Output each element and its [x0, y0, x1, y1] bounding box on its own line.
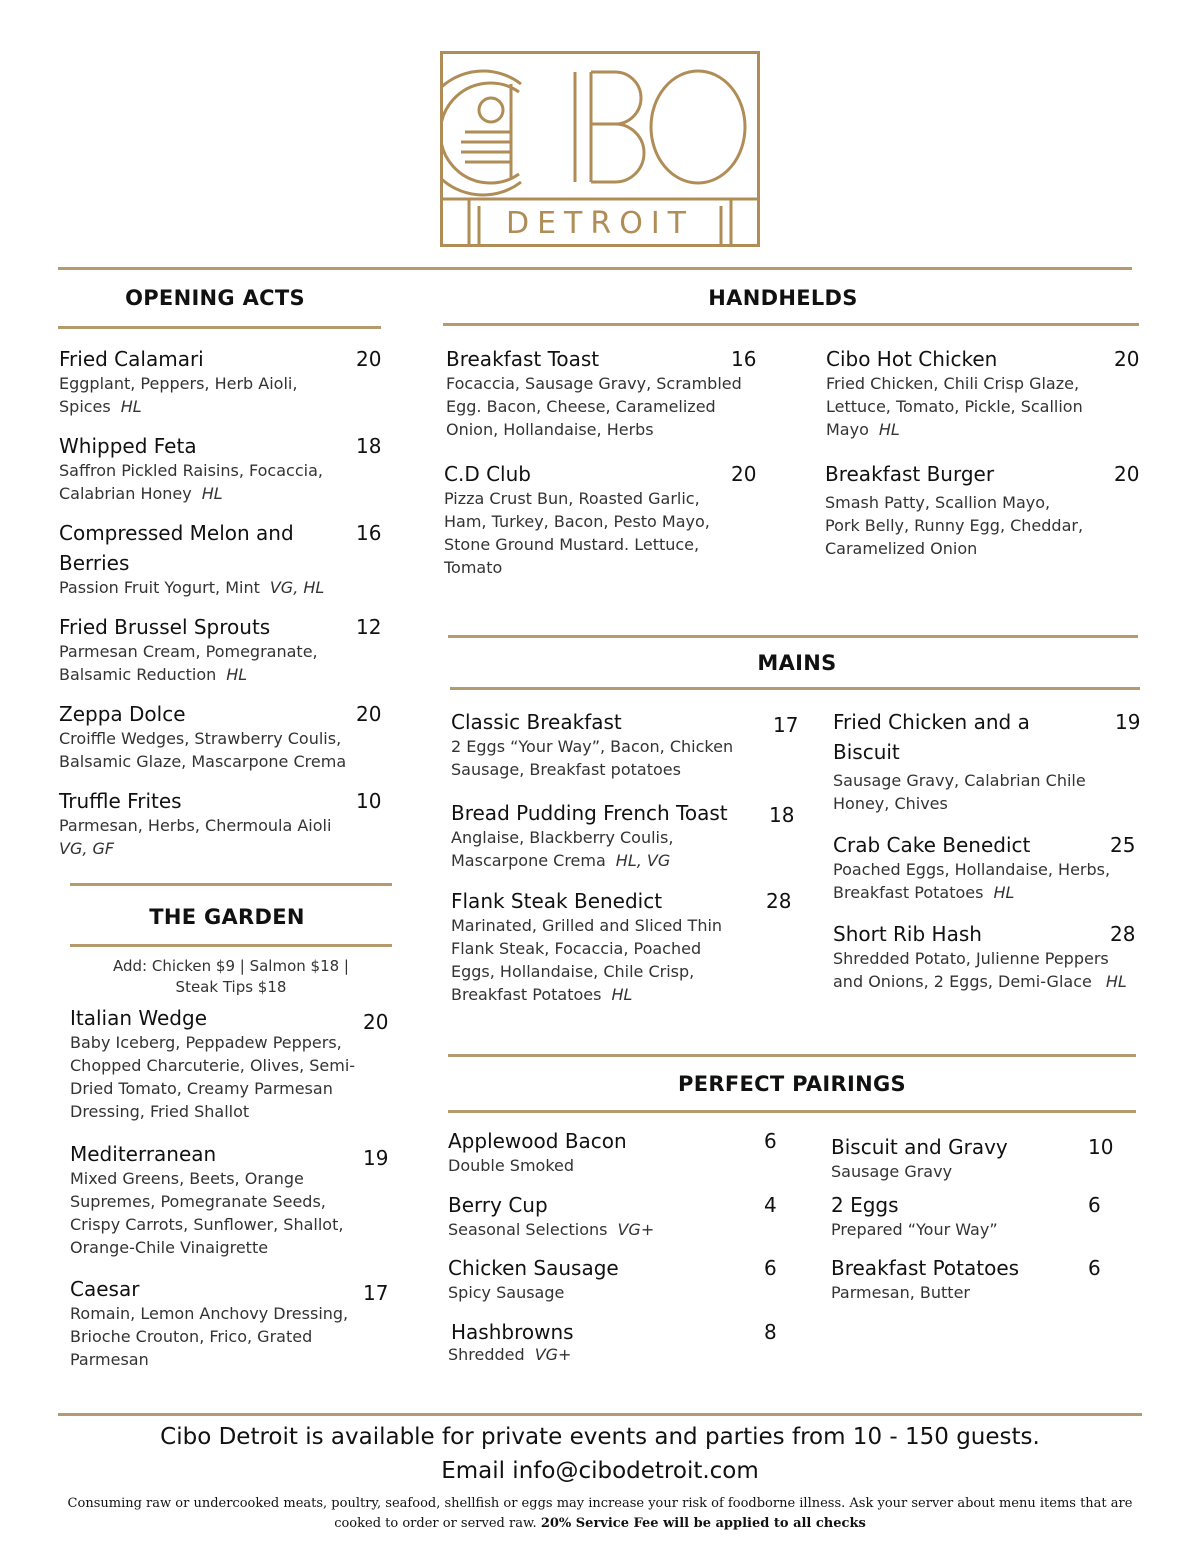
item-desc: Sausage Gravy	[831, 1162, 953, 1181]
menu-item	[831, 1253, 1131, 1309]
section-title-pairings: PERFECT PAIRINGS	[678, 1072, 906, 1096]
menu-item	[448, 1126, 788, 1182]
item-price: 17	[773, 713, 799, 737]
addons-line: Add: Chicken $9 | Salmon $18 |	[113, 957, 349, 975]
cibo-logo	[440, 51, 760, 247]
item-desc-cont: Spices	[59, 397, 111, 416]
item-name: Applewood Bacon	[448, 1129, 627, 1153]
item-name: Bread Pudding French Toast	[451, 801, 728, 825]
item-name: Caesar	[70, 1277, 140, 1301]
item-name: Breakfast Burger	[825, 462, 995, 486]
item-desc: Orange-Chile Vinaigrette	[70, 1238, 269, 1257]
item-desc: Onion, Hollandaise, Herbs	[446, 420, 654, 439]
item-name: Chicken Sausage	[448, 1256, 619, 1280]
item-desc: Poached Eggs, Hollandaise, Herbs,	[833, 860, 1111, 879]
opening-acts-divider	[58, 326, 381, 329]
item-desc: Stone Ground Mustard. Lettuce,	[444, 535, 700, 554]
item-desc-text: Breakfast Potatoes	[451, 985, 602, 1004]
item-desc: Parmesan	[70, 1350, 149, 1369]
item-desc: Brioche Crouton, Frico, Grated	[70, 1327, 313, 1346]
item-name: Biscuit and Gravy	[831, 1135, 1008, 1159]
dietary-tag: VG, GF	[59, 839, 115, 858]
item-name-cont: Berries	[59, 551, 130, 575]
item-desc-text: Mascarpone Crema	[451, 851, 606, 870]
menu-item	[59, 612, 383, 692]
item-name: Zeppa Dolce	[59, 702, 186, 726]
item-price: 6	[764, 1256, 777, 1280]
menu-item	[448, 1190, 788, 1246]
item-desc: Focaccia, Sausage Gravy, Scrambled	[446, 374, 742, 393]
item-price: 20	[356, 702, 382, 726]
section-title-opening-acts: OPENING ACTS	[125, 286, 305, 310]
service-fee-note: 20% Service Fee will be applied to all checks	[540, 1516, 866, 1531]
item-desc-text: Breakfast Potatoes	[833, 883, 984, 902]
item-name: Fried Chicken and a	[833, 710, 1030, 734]
item-price: 28	[1110, 922, 1136, 946]
item-desc	[451, 849, 670, 872]
private-events-note: Cibo Detroit is available for private events and parties from 10 - 150 guests.	[160, 1424, 1040, 1450]
item-price: 20	[1114, 462, 1140, 486]
item-name: Whipped Feta	[59, 434, 197, 458]
item-desc: Prepared “Your Way”	[831, 1220, 998, 1239]
item-desc: Anglaise, Blackberry Coulis,	[451, 828, 674, 847]
item-desc-text: Passion Fruit Yogurt, Mint	[59, 578, 260, 597]
item-price: 12	[356, 615, 382, 639]
dietary-tag: HL	[993, 883, 1015, 902]
item-price: 16	[731, 347, 757, 371]
dietary-tag: HL	[878, 420, 900, 439]
dietary-tag: VG, HL	[269, 578, 325, 597]
item-price: 6	[1088, 1193, 1101, 1217]
menu-item	[70, 1003, 392, 1127]
menu-item	[451, 707, 799, 787]
item-desc: Sausage, Breakfast potatoes	[451, 760, 681, 779]
item-desc: Egg. Bacon, Cheese, Caramelized	[446, 397, 716, 416]
item-name: Breakfast Potatoes	[831, 1256, 1020, 1280]
item-desc-cont: Balsamic Reduction	[59, 665, 217, 684]
item-desc: Dried Tomato, Creamy Parmesan	[70, 1079, 333, 1098]
menu-item	[448, 1253, 788, 1309]
item-price: 17	[363, 1281, 389, 1305]
item-price: 6	[1088, 1256, 1101, 1280]
item-desc	[826, 418, 900, 441]
item-desc: Ham, Turkey, Bacon, Pesto Mayo,	[444, 512, 710, 531]
item-name: Classic Breakfast	[451, 710, 622, 734]
menu-item	[831, 1132, 1131, 1188]
item-desc: Fried Chicken, Chili Crisp Glaze,	[826, 374, 1080, 393]
menu-item	[59, 344, 383, 424]
menu-item	[833, 707, 1153, 817]
header-divider	[58, 267, 1132, 270]
logo-subtitle: DETROIT	[505, 206, 694, 241]
menu-item	[59, 518, 383, 602]
item-desc: Eggplant, Peppers, Herb Aioli,	[59, 374, 298, 393]
item-name: Breakfast Toast	[446, 347, 600, 371]
item-desc: Pork Belly, Runny Egg, Cheddar,	[825, 516, 1084, 535]
pairings-divider-bottom	[448, 1110, 1136, 1113]
item-desc-text: Shredded	[448, 1345, 525, 1364]
menu-item	[833, 919, 1163, 999]
item-desc-text: Mayo	[826, 420, 869, 439]
item-desc	[59, 395, 142, 418]
item-desc: Spicy Sausage	[448, 1283, 565, 1302]
item-desc: Chopped Charcuterie, Olives, Semi-	[70, 1056, 356, 1075]
item-name: Hashbrowns	[451, 1320, 574, 1344]
item-desc: Caramelized Onion	[825, 539, 978, 558]
item-name: Mediterranean	[70, 1142, 217, 1166]
item-price: 6	[764, 1129, 777, 1153]
item-price: 4	[764, 1193, 777, 1217]
dietary-tag: VG+	[617, 1220, 655, 1239]
menu-item	[59, 431, 383, 511]
item-price: 19	[363, 1146, 389, 1170]
item-name: Flank Steak Benedict	[451, 889, 663, 913]
dietary-tag: HL	[1105, 972, 1127, 991]
garden-divider-bottom	[70, 944, 392, 947]
item-desc	[833, 970, 1127, 993]
item-desc	[448, 1218, 654, 1241]
item-desc: Eggs, Hollandaise, Chile Crisp,	[451, 962, 695, 981]
menu-item	[444, 459, 774, 583]
item-desc: Dressing, Fried Shallot	[70, 1102, 250, 1121]
menu-item	[833, 830, 1153, 910]
menu-item	[70, 1274, 392, 1378]
section-title-mains: MAINS	[757, 651, 837, 675]
item-desc: 2 Eggs “Your Way”, Bacon, Chicken	[451, 737, 734, 756]
item-desc: Lettuce, Tomato, Pickle, Scallion	[826, 397, 1083, 416]
item-price: 25	[1110, 833, 1136, 857]
item-price: 20	[731, 462, 757, 486]
addons-line: Steak Tips $18	[175, 978, 287, 996]
item-price: 19	[1115, 710, 1141, 734]
item-price: 16	[356, 521, 382, 545]
item-desc: Mixed Greens, Beets, Orange	[70, 1169, 304, 1188]
item-price: 20	[356, 347, 382, 371]
item-desc: Marinated, Grilled and Sliced Thin	[451, 916, 723, 935]
dietary-tag: HL	[611, 985, 633, 1004]
mains-divider-top	[448, 635, 1138, 638]
contact-email: Email info@cibodetroit.com	[441, 1458, 759, 1484]
pairings-divider-top	[448, 1054, 1136, 1057]
item-name: Compressed Melon and	[59, 521, 294, 545]
item-price: 28	[766, 889, 792, 913]
item-name-cont: Biscuit	[833, 740, 900, 764]
menu-item	[448, 1317, 791, 1373]
menu-item	[451, 886, 796, 1010]
section-title-garden: THE GARDEN	[149, 905, 305, 929]
garden-addons	[70, 956, 392, 998]
item-name: Cibo Hot Chicken	[826, 347, 998, 371]
item-desc: Flank Steak, Focaccia, Poached	[451, 939, 702, 958]
item-price: 8	[764, 1320, 777, 1344]
item-name: Short Rib Hash	[833, 922, 982, 946]
menu-item	[446, 344, 776, 444]
item-desc	[451, 983, 632, 1006]
mains-divider-bottom	[450, 687, 1140, 690]
dietary-tag: HL	[226, 665, 248, 684]
item-name: Berry Cup	[448, 1193, 548, 1217]
item-name: Italian Wedge	[70, 1006, 208, 1030]
item-name: Truffle Frites	[59, 789, 182, 813]
menu-item	[59, 699, 383, 779]
item-desc: Parmesan Cream, Pomegranate,	[59, 642, 318, 661]
item-price: 10	[1088, 1135, 1114, 1159]
item-desc: Supremes, Pomegranate Seeds,	[70, 1192, 326, 1211]
menu-item	[59, 786, 383, 866]
item-desc-cont: Balsamic Glaze, Mascarpone Crema	[59, 752, 347, 771]
item-desc	[59, 663, 247, 686]
item-desc-cont: Calabrian Honey	[59, 484, 192, 503]
item-desc	[59, 576, 324, 599]
item-desc: Saffron Pickled Raisins, Focaccia,	[59, 461, 323, 480]
item-name: Fried Brussel Sprouts	[59, 615, 271, 639]
menu-item	[825, 459, 1145, 563]
item-desc	[833, 881, 1014, 904]
item-desc	[448, 1343, 571, 1366]
item-name: C.D Club	[444, 462, 531, 486]
item-name: Crab Cake Benedict	[833, 833, 1031, 857]
item-desc: Pizza Crust Bun, Roasted Garlic,	[444, 489, 700, 508]
handhelds-divider	[443, 323, 1139, 326]
dietary-tag: HL	[201, 484, 223, 503]
item-price: 20	[1114, 347, 1140, 371]
item-desc: Shredded Potato, Julienne Peppers	[833, 949, 1109, 968]
dietary-tag: HL, VG	[615, 851, 671, 870]
dietary-tag: VG+	[534, 1345, 572, 1364]
item-desc: Croiffle Wedges, Strawberry Coulis,	[59, 729, 342, 748]
item-desc: Parmesan, Herbs, Chermoula Aioli	[59, 816, 332, 835]
menu-item	[831, 1190, 1131, 1246]
item-desc: Double Smoked	[448, 1156, 575, 1175]
section-title-handhelds: HANDHELDS	[708, 286, 858, 310]
item-desc: Tomato	[444, 558, 503, 577]
item-desc-text: and Onions, 2 Eggs, Demi-Glace	[833, 972, 1092, 991]
menu-item	[70, 1139, 392, 1263]
dietary-tag: HL	[120, 397, 142, 416]
item-desc: Smash Patty, Scallion Mayo,	[825, 493, 1051, 512]
item-desc	[59, 482, 223, 505]
item-desc: Baby Iceberg, Peppadew Peppers,	[70, 1033, 342, 1052]
garden-divider-top	[70, 883, 392, 886]
item-desc: Sausage Gravy, Calabrian Chile	[833, 771, 1086, 790]
item-price: 18	[769, 803, 795, 827]
item-price: 18	[356, 434, 382, 458]
item-desc-text: Seasonal Selections	[448, 1220, 608, 1239]
item-desc: Romain, Lemon Anchovy Dressing,	[70, 1304, 349, 1323]
footer-divider	[58, 1413, 1142, 1416]
item-name: Fried Calamari	[59, 347, 204, 371]
food-safety-disclaimer	[60, 1494, 1140, 1534]
menu-item	[451, 798, 796, 878]
item-desc: Honey, Chives	[833, 794, 948, 813]
menu-item	[826, 344, 1146, 444]
item-name: 2 Eggs	[831, 1193, 899, 1217]
disclaimer-text: Consuming raw or undercooked meats, poultry, seafood, shellfish or eggs may increase your risk of foodborne illness. Ask your server about menu items that are cooked to order or served raw.	[67, 1496, 1133, 1531]
item-price: 10	[356, 789, 382, 813]
item-desc: Crispy Carrots, Sunflower, Shallot,	[70, 1215, 344, 1234]
item-price: 20	[363, 1010, 389, 1034]
item-desc: Parmesan, Butter	[831, 1283, 970, 1302]
